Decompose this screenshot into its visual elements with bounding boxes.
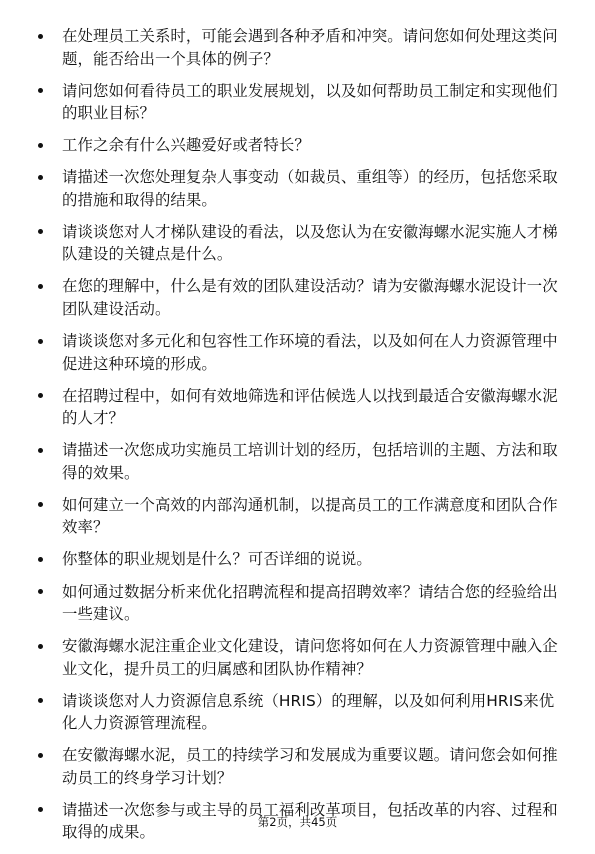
question-text: 请谈谈您对人力资源信息系统（HRIS）的理解，以及如何利用HRIS来优化人力资源管理流程。 [62,691,555,733]
question-text: 请问您如何看待员工的职业发展规划，以及如何帮助员工制定和实现他们的职业目标？ [62,81,558,123]
bullet-icon [38,698,43,703]
question-text: 请描述一次您参与或主导的员工福利改革项目，包括改革的内容、过程和取得的成果。 [62,800,558,842]
bullet-icon [38,644,43,649]
question-text: 如何通过数据分析来优化招聘流程和提高招聘效率？请结合您的经验给出一些建议。 [62,582,558,624]
question-text: 请描述一次您成功实施员工培训计划的经历，包括培训的主题、方法和取得的效果。 [62,441,558,482]
question-item [34,330,559,375]
question-text: 请谈谈您对多元化和包容性工作环境的看法，以及如何在人力资源管理中促进这种环境的形成。 [62,332,558,373]
question-item [34,80,559,125]
bullet-icon [38,448,43,453]
question-item [34,385,559,430]
question-item [34,275,559,320]
question-item [34,635,559,680]
bullet-icon [38,807,43,812]
question-item [34,548,559,571]
question-item [34,439,559,484]
question-text: 请描述一次您处理复杂人事变动（如裁员、重组等）的经历，包括您采取的措施和取得的结果。 [62,168,558,209]
bullet-icon [38,339,43,344]
bullet-icon [38,34,43,39]
question-text: 你整体的职业规划是什么？可否详细的说说。 [62,550,372,569]
bullet-icon [38,502,43,507]
bullet-icon [38,393,43,398]
question-text: 在招聘过程中，如何有效地筛选和评估候选人以找到最适合安徽海螺水泥的人才？ [62,386,558,428]
bullet-icon [38,175,43,180]
question-item [34,581,559,626]
question-item [34,744,559,789]
question-text: 请谈谈您对人才梯队建设的看法，以及您认为在安徽海螺水泥实施人才梯队建设的关键点是什么。 [62,222,558,264]
question-item [34,221,559,266]
bullet-icon [38,143,43,148]
bullet-icon [38,88,43,93]
question-text: 如何建立一个高效的内部沟通机制，以提高员工的工作满意度和团队合作效率？ [62,495,558,537]
bullet-icon [38,589,43,594]
question-item [34,25,559,70]
question-item [34,134,559,157]
question-item [34,494,559,539]
question-text: 在您的理解中，什么是有效的团队建设活动？请为安徽海螺水泥设计一次团队建设活动。 [62,277,558,318]
question-list [34,25,559,854]
question-text: 在处理员工关系时，可能会遇到各种矛盾和冲突。请问您如何处理这类问题，能否给出一个具体的例子？ [62,27,558,68]
question-item [34,690,559,735]
question-text: 安徽海螺水泥注重企业文化建设，请问您将如何在人力资源管理中融入企业文化，提升员工的归属感和团队协作精神？ [62,637,558,678]
bullet-icon [38,753,43,758]
page-number-label: 第2页，共45页 [257,815,338,829]
question-text: 工作之余有什么兴趣爱好或者特长？ [62,136,310,155]
question-item [34,166,559,211]
bullet-icon [38,557,43,562]
bullet-icon [38,284,43,289]
bullet-icon [38,229,43,234]
page-footer [0,814,595,830]
question-text: 在安徽海螺水泥，员工的持续学习和发展成为重要议题。请问您会如何推动员工的终身学习计划？ [62,746,558,787]
